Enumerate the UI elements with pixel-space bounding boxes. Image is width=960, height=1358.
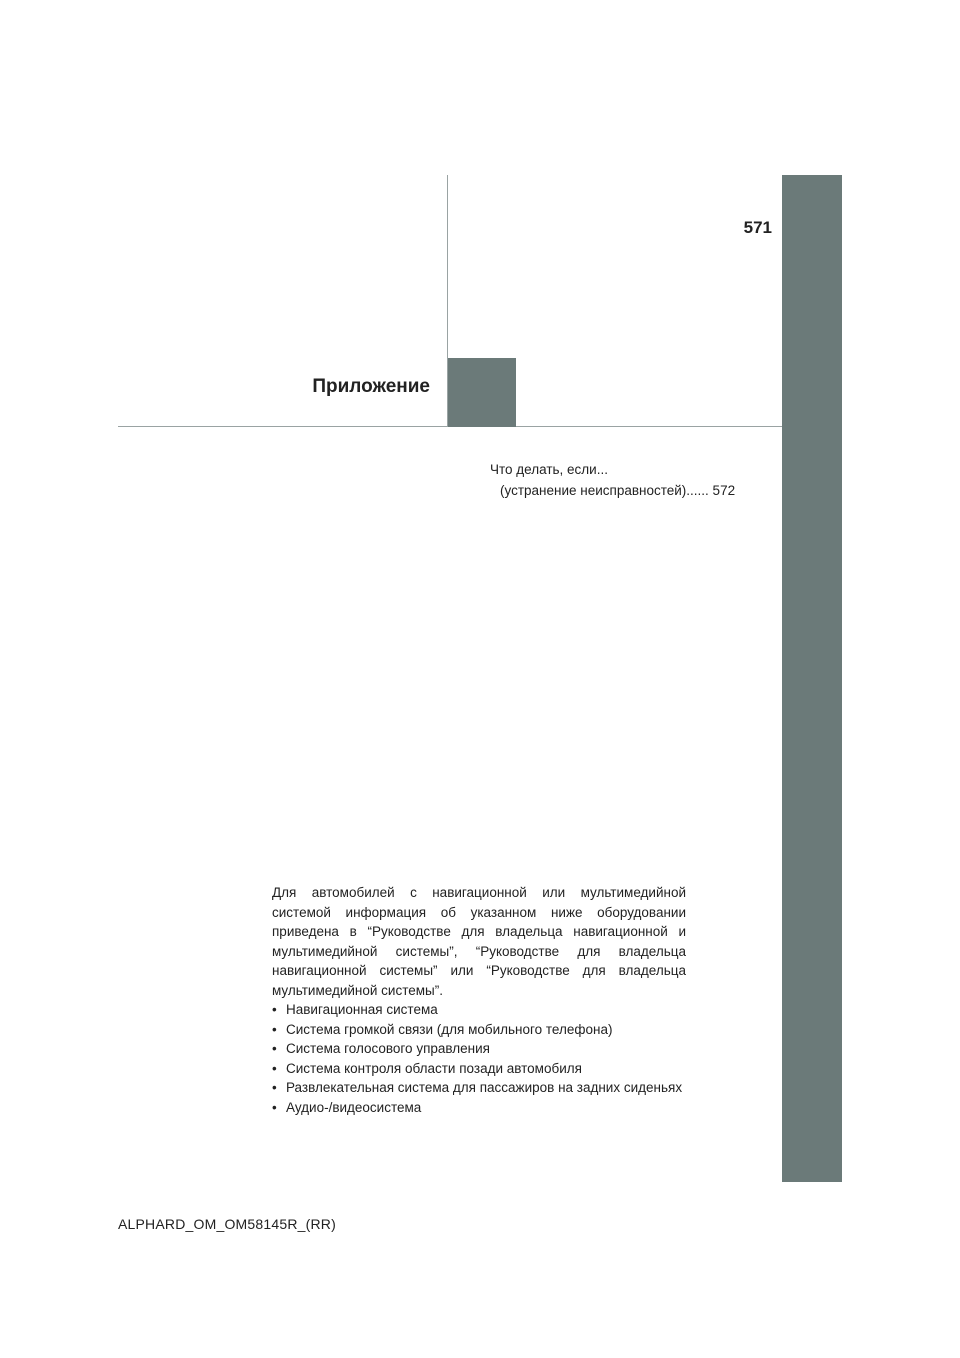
- bullet-icon: •: [272, 1060, 277, 1076]
- list-item: [272, 1098, 686, 1118]
- table-of-contents: [490, 459, 750, 501]
- list-item: [272, 1000, 686, 1020]
- intro-paragraph: Для автомобилей с навигационной или мультимедийной системой информация об указанном ниже оборудовании приведена в “Руководстве для владельца навигационной и мультимедийной системы”, “Руководстве для владельца навигационной системы” или “Руководстве для владельца мультимедийной системы”.: [272, 885, 686, 998]
- toc-entry-subtitle[interactable]: (устранение неисправностей)...... 572: [500, 483, 736, 498]
- list-item-text: Аудио-/видеосистема: [286, 1099, 422, 1115]
- bullet-icon: •: [272, 1080, 277, 1095]
- list-item-text: Развлекательная система для пассажиров на задних сиденьях: [286, 1080, 683, 1095]
- section-header-block: [448, 358, 516, 427]
- list-item-text: Система голосового управления: [286, 1041, 490, 1056]
- list-item: [272, 1039, 686, 1059]
- list-item: [272, 1020, 686, 1040]
- equipment-list: [272, 1000, 686, 1117]
- list-item-text: Навигационная система: [286, 1002, 438, 1017]
- bullet-icon: •: [272, 1021, 277, 1037]
- section-title: Приложение: [312, 376, 430, 397]
- bullet-icon: •: [272, 1041, 277, 1056]
- list-item-text: Система громкой связи (для мобильного телефона): [286, 1021, 613, 1037]
- list-item-text: Система контроля области позади автомобиля: [286, 1060, 582, 1076]
- bullet-icon: •: [272, 1002, 277, 1017]
- toc-entry-title[interactable]: Что делать, если...: [490, 462, 608, 477]
- document-code: ALPHARD_OM_OM58145R_(RR): [118, 1216, 336, 1232]
- side-chapter-tab: [782, 175, 842, 1182]
- list-item: [272, 1059, 686, 1079]
- list-item: [272, 1078, 686, 1098]
- page-number: 571: [743, 218, 772, 237]
- bullet-icon: •: [272, 1099, 277, 1115]
